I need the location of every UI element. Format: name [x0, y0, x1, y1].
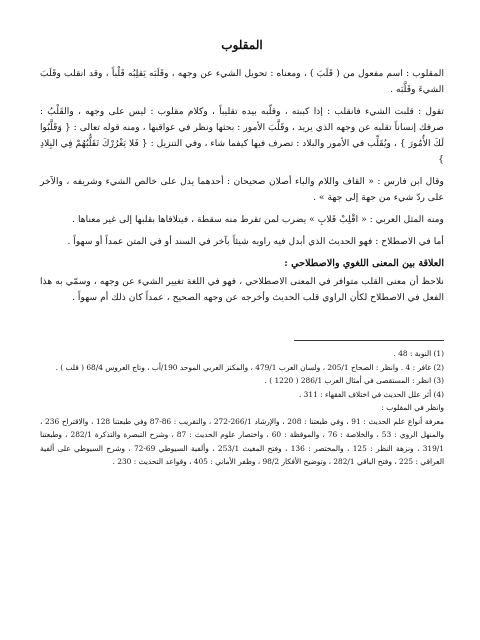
footnote-references: معرفة أنواع علم الحديث : 91 ، وفي طبعتنا : 208 ، والإرشاد 266/1-272 ، والتقريب : 86-87 وفي طبعتنا 128 ، والاقتراح 236 ، والمنهل الروي : 53 ، والخلاصة : 76 ، والموقظة : 60 ، واختصار علوم الحديث : 87 ، وشرح التبصرة والتذكرة 282/1 ، وطبعتنا 319/1 ، ونزهة النظر : 125 ، والمختصر : 136 ، وفتح المغيث 253/1 ، وألفية السيوطي 69-72 ، وشرح السيوطي على ألفية العراقي : 225 ، وفتح الباقي 282/1 ، وتوضيح الأفكار 98/2 ، وظفر الأماني : 405 ، وقواعد التحديث : 230 . [40, 416, 444, 466]
footnotes [40, 347, 444, 469]
footnote-separator [294, 340, 444, 341]
footnote-4: (4) أثر علل الحديث في اختلاف الفقهاء : 311 . [298, 389, 444, 399]
proverb-paragraph: ومنه المثل العربي : « اقْلِبْ قَلابِ » يضرب لمن تقرط منه سقطة ، فيتلافاها بقلبها إلى غير معناها . [72, 214, 444, 225]
footnote-see-also: وانظر في المقلوب : [381, 403, 444, 412]
page-title: المقلوب [221, 38, 263, 52]
relation-paragraph: نلاحظ أن معنى القلب متوافر في المعنى الاصطلاحي ، فهو في اللغة تغيير الشيء عن وجهه ، وسمّي به هذا الفعل في الاصطلاح لكأن الراوي قلب الحديث وأخرجه عن وجهه الصحيح ، عمداً كان ذلك أم سهواً . [40, 276, 444, 303]
book-page [40, 38, 444, 469]
footnote-1: (1) النوبة : 48 . [393, 349, 444, 358]
footnote-2: (2) غافر : 4 . وانظر : الصحاح 205/1 ، ولسان العرب 479/1 ، والمكنز العربي الموحد 190/أب ، وتاج العروس 68/4 ( قلب ) . [55, 362, 444, 372]
relation-heading: العلاقة بين المعنى اللغوي والاصطلاحي : [284, 258, 444, 269]
terminology-paragraph: أما في الاصطلاح : فهو الحديث الذي أبدل فيه راويه شيئاً بآخر في السند أو في المتن عمداً أو سهواً . [67, 236, 444, 247]
definition-paragraph: المقلوب : اسم مفعول من ( قَلَبَ ) ، ومعناه : تحويل الشيء عن وجهه ، وقَلَبَه يَقلِبُه قَلْباً ، وقد انقلب وقَلَبَ الشيءَ وقَلَّبَه . [40, 68, 444, 95]
footnote-3: (3) انظر : المستقصى في أمثال العرب 286/1 ( 1220 ) . [264, 376, 444, 385]
usage-paragraph: تقول : قلبت الشيء فانقلب : إذا كببته ، وقلّبه بيده تقليباً ، وكلام مقلوب : ليس على وجهه ، والقَلْبُ : صرفك إنساناً تقلبه عن وجهه الذي يريد ، وقَلَّبَ الأمور : بحثها ونظر في عواقبها ، ومنه قوله تعالى : { وَقَلَّبُوا لَكَ الأُمُورَ } ، ويُقَلِّب في الأمور والبلاد : تصرف فيها كيفما شاء ، وفي التنزيل : { فَلا يَغْرُرْكَ تَقَلُّبُهُمْ فِي البِلادِ } [40, 106, 444, 165]
ibn-faris-paragraph: وقال ابن فارس : « القاف واللام والباء أصلان صحيحان : أحدهما يدل على خالص الشيء وشريفه ، والآخر على ردّ شيء من جهة إلى جهة » . [40, 176, 444, 203]
